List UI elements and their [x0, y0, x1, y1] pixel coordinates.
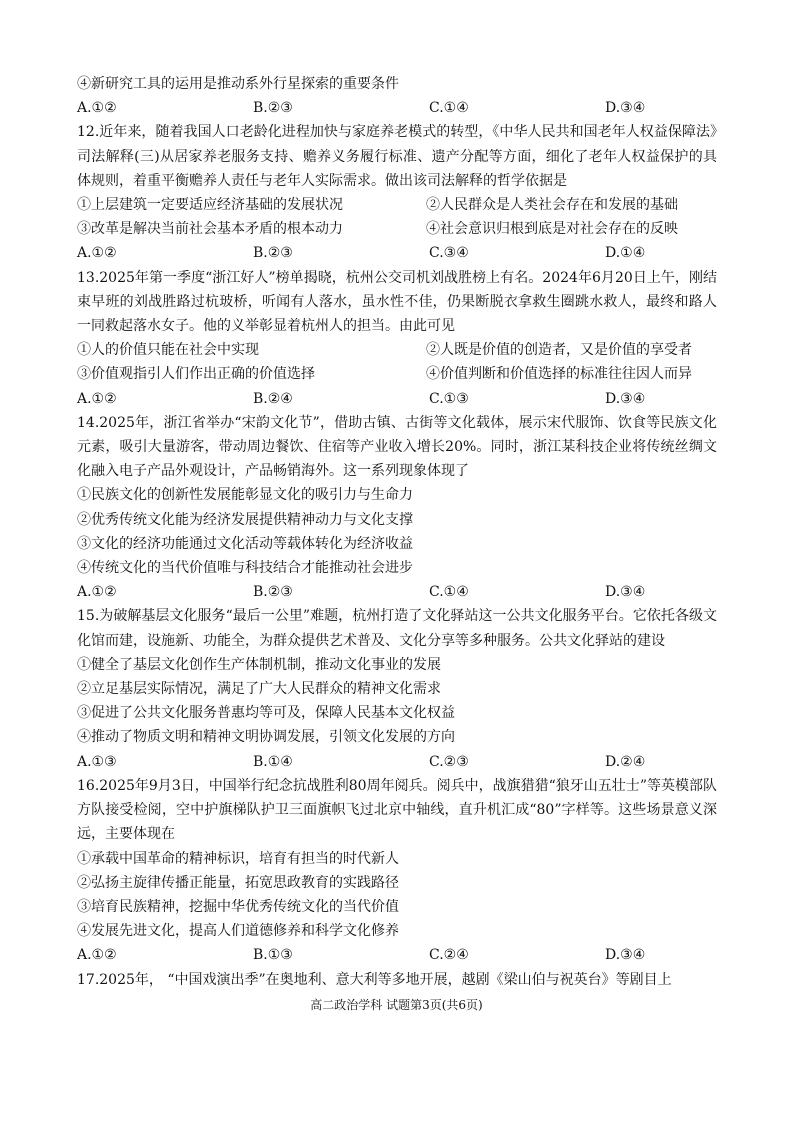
statement-2: ②人既是价值的创造者，又是价值的享受者 — [426, 342, 692, 359]
statement-3: ③促进了公共文化服务普惠均等可及，保障人民基本文化权益 — [77, 705, 455, 722]
option-c: C.②③ — [429, 753, 469, 770]
q15-options — [77, 750, 717, 774]
option-c: C.①④ — [429, 100, 469, 117]
q12-statements-row1 — [77, 193, 717, 217]
option-b: B.②③ — [253, 100, 293, 117]
option-b: B.①③ — [253, 947, 293, 964]
statement-2: ②立足基层实际情况，满足了广大人民群众的精神文化需求 — [77, 681, 441, 698]
option-c: C.①④ — [429, 584, 469, 601]
option-d: D.②④ — [605, 753, 646, 770]
option-d: D.③④ — [605, 100, 646, 117]
q16-stem: 16.2025年9月3日，中国举行纪念抗战胜利80周年阅兵。阅兵中，战旗猎猎“狼牙山五壮士”等英模部队方队接受检阅，空中护旗梯队护卫三面旗帜飞过北京中轴线，直升机汇成“80”字样等。这些场景意义深远，主要体现在 — [77, 777, 717, 843]
statement-1: ①人的价值只能在社会中实现 — [77, 342, 259, 359]
statement-3: ③价值观指引人们作出正确的价值选择 — [77, 366, 315, 383]
option-c: C.①③ — [429, 390, 469, 407]
q11-options — [77, 96, 717, 120]
q13-statements-row1 — [77, 338, 717, 362]
q12-statements-row2 — [77, 217, 717, 241]
q11-statement-4: ④新研究工具的运用是推动系外行星探索的重要条件 — [77, 76, 399, 92]
q14-options — [77, 580, 717, 604]
option-a: A.①② — [77, 245, 117, 262]
option-d: D.③④ — [605, 947, 646, 964]
option-c: C.③④ — [429, 245, 469, 262]
option-b: B.②③ — [253, 245, 293, 262]
option-a: A.①② — [77, 390, 117, 407]
page-footer: 高二政治学科 试题第3页(共6页) — [310, 998, 483, 1012]
statement-3: ③培育民族精神，挖掘中华优秀传统文化的当代价值 — [77, 898, 399, 915]
option-b: B.②④ — [253, 390, 293, 407]
statement-3: ③改革是解决当前社会基本矛盾的根本动力 — [77, 221, 343, 238]
option-a: A.①② — [77, 584, 117, 601]
statement-3: ③文化的经济功能通过文化活动等载体转化为经济收益 — [77, 535, 413, 552]
option-c: C.②④ — [429, 947, 469, 964]
q15-stem: 15.为破解基层文化服务“最后一公里”难题，杭州打造了文化驿站这一公共文化服务平台。它依托各级文化馆而建，设施新、功能全，为群众提供艺术普及、文化分享等多种服务。公共文化驿站的建设 — [77, 608, 717, 649]
statement-4: ④价值判断和价值选择的标准往往因人而异 — [426, 366, 692, 383]
q12-options — [77, 241, 717, 265]
statement-1: ①民族文化的创新性发展能彰显文化的吸引力与生命力 — [77, 487, 413, 504]
statement-4: ④推动了物质文明和精神文明协调发展，引领文化发展的方向 — [77, 729, 455, 746]
option-b: B.②③ — [253, 584, 293, 601]
q17-stem: 17.2025年， “中国戏演出季”在奥地利、意大利等多地开展，越剧《梁山伯与祝英台》等剧目上 — [77, 971, 672, 988]
q12-stem: 12.近年来，随着我国人口老龄化进程加快与家庭养老模式的转型，《中华人民共和国老年人权益保障法》司法解释(三)从居家养老服务支持、赡养义务履行标准、遗产分配等方面，细化了老年人权益保护的具体规则，着重平衡赡养人责任与老年人实际需求。做出该司法解释的哲学依据是 — [77, 124, 717, 189]
q16-options — [77, 943, 717, 967]
statement-1: ①健全了基层文化创作生产体制机制，推动文化事业的发展 — [77, 656, 441, 673]
option-b: B.①④ — [253, 753, 293, 770]
statement-1: ①上层建筑一定要适应经济基础的发展状况 — [77, 197, 343, 214]
option-a: A.①③ — [77, 753, 117, 770]
q13-statements-row2 — [77, 362, 717, 386]
statement-2: ②优秀传统文化能为经济发展提供精神动力与文化支撑 — [77, 511, 413, 528]
q13-options — [77, 387, 717, 411]
q14-stem: 14.2025年，浙江省举办“宋韵文化节”，借助古镇、古街等文化载体，展示宋代服饰、饮食等民族文化元素，吸引大量游客，带动周边餐饮、住宿等产业收入增长20%。同时，浙江某科技企业将传统丝绸文化融入电子产品外观设计，产品畅销海外。这一系列现象体现了 — [77, 414, 717, 480]
statement-2: ②人民群众是人类社会存在和发展的基础 — [426, 197, 678, 214]
q13-stem: 13.2025年第一季度“浙江好人”榜单揭晓，杭州公交司机刘战胜榜上有名。2024年6月20日上午，刚结束早班的刘战胜路过杭玻桥，听闻有人落水，虽水性不佳，仍果断脱衣拿救生圈跳水救人，最终和路人一同救起落水女子。他的义举彰显着杭州人的担当。由此可见 — [77, 269, 717, 335]
option-a: A.①② — [77, 100, 117, 117]
statement-4: ④社会意识归根到底是对社会存在的反映 — [426, 221, 678, 238]
option-d: D.③④ — [605, 584, 646, 601]
option-a: A.①② — [77, 947, 117, 964]
statement-4: ④发展先进文化，提高人们道德修养和科学文化修养 — [77, 923, 399, 940]
statement-2: ②弘扬主旋律传播正能量，拓宽思政教育的实践路径 — [77, 874, 399, 891]
statement-4: ④传统文化的当代价值唯与科技结合才能推动社会进步 — [77, 560, 413, 577]
option-d: D.③④ — [605, 390, 646, 407]
statement-1: ①承载中国革命的精神标识，培育有担当的时代新人 — [77, 850, 399, 867]
option-d: D.①④ — [605, 245, 646, 262]
page-content — [77, 72, 717, 992]
